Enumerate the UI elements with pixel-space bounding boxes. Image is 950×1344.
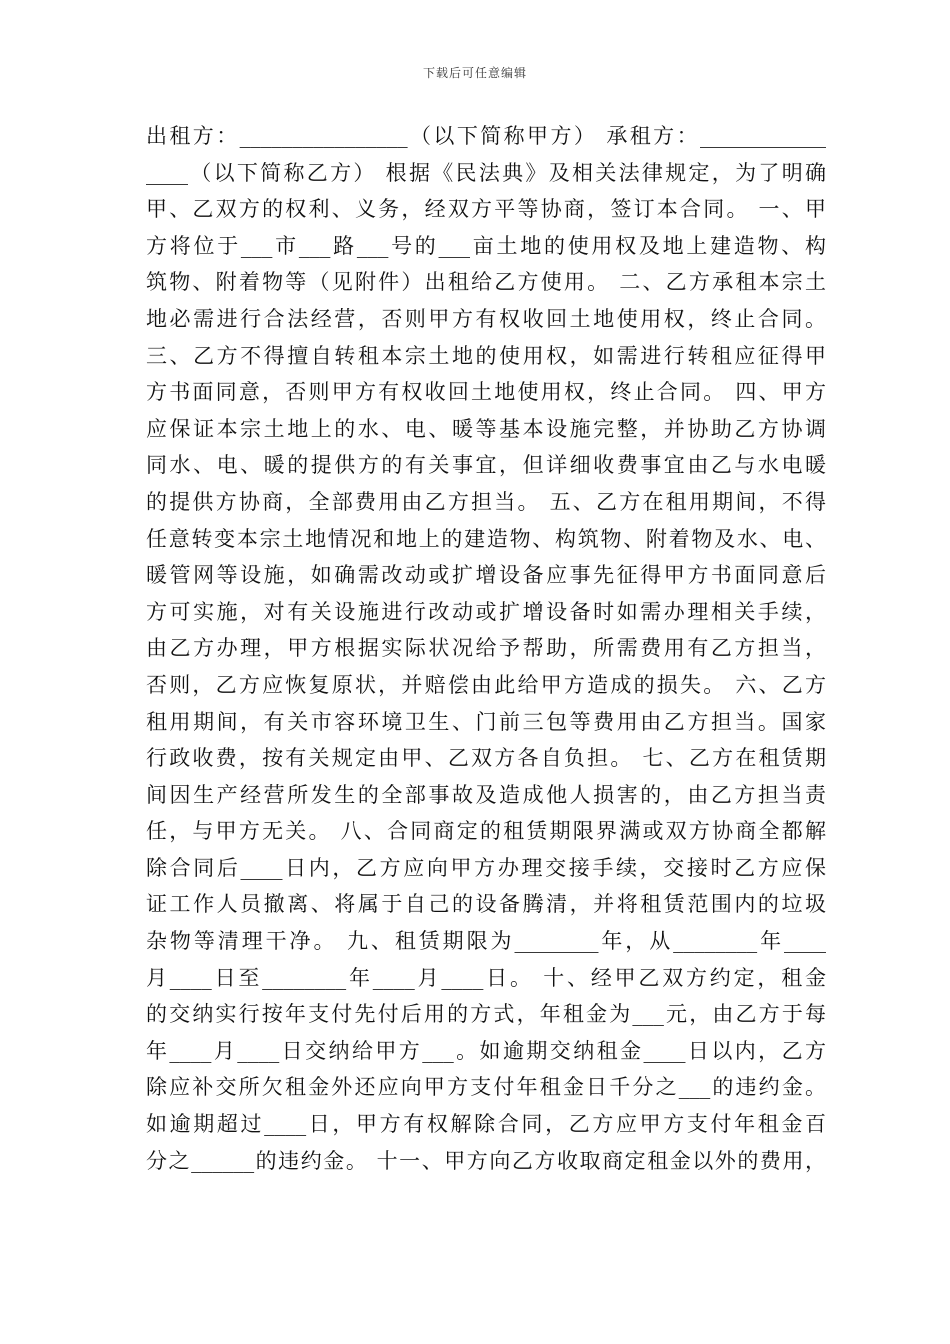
body-line: 同水、电、暖的提供方的有关事宜，但详细收费事宜由乙与水电暖 <box>146 453 826 478</box>
body-line: 杂物等清理干净。 九、租赁期限为________年，从________年____ <box>146 929 826 954</box>
contract-body <box>146 118 826 1179</box>
body-line: 方书面同意，否则甲方有权收回土地使用权，终止合同。 四、甲方 <box>146 380 826 405</box>
body-line: 的提供方协商，全部费用由乙方担当。 五、乙方在租用期间，不得 <box>146 489 826 514</box>
body-line: 三、乙方不得擅自转租本宗土地的使用权，如需进行转租应征得甲 <box>146 343 826 368</box>
body-line: 任，与甲方无关。 八、合同商定的租赁期限界满或双方协商全都解 <box>146 819 826 844</box>
body-line: 应保证本宗土地上的水、电、暖等基本设施完整，并协助乙方协调 <box>146 416 826 441</box>
body-line: 由乙方办理，甲方根据实际状况给予帮助，所需费用有乙方担当， <box>146 636 826 661</box>
body-line: 租用期间，有关市容环境卫生、门前三包等费用由乙方担当。国家 <box>146 709 826 734</box>
body-line: 暖管网等设施，如确需改动或扩增设备应事先征得甲方书面同意后 <box>146 563 826 588</box>
page-header-note: 下载后可任意编辑 <box>422 66 527 80</box>
body-line: 甲、乙双方的权利、义务，经双方平等协商，签订本合同。 一、甲 <box>146 197 826 222</box>
body-line: 证工作人员撤离、将属于自己的设备腾清，并将租赁范围内的垃圾 <box>146 892 826 917</box>
body-line: 地必需进行合法经营，否则甲方有权收回土地使用权，终止合同。 <box>146 306 826 331</box>
body-line: 分之______的违约金。 十一、甲方向乙方收取商定租金以外的费用， <box>146 1148 826 1173</box>
body-line: 年____月____日交纳给甲方___。如逾期交纳租金____日以内，乙方 <box>146 1038 826 1063</box>
body-line: 除应补交所欠租金外还应向甲方支付年租金日千分之___的违约金。 <box>146 1075 826 1100</box>
body-line: 除合同后____日内，乙方应向甲方办理交接手续，交接时乙方应保 <box>146 855 826 880</box>
body-line: ____（以下简称乙方） 根据《民法典》及相关法律规定，为了明确 <box>146 160 826 185</box>
body-line: 方可实施，对有关设施进行改动或扩增设备时如需办理相关手续， <box>146 599 826 624</box>
body-line: 月____日至________年____月____日。 十、经甲乙双方约定，租金 <box>146 965 826 990</box>
body-line: 否则，乙方应恢复原状，并赔偿由此给甲方造成的损失。 六、乙方 <box>146 672 826 697</box>
body-line: 任意转变本宗土地情况和地上的建造物、构筑物、附着物及水、电、 <box>146 526 826 551</box>
body-line: 如逾期超过____日，甲方有权解除合同，乙方应甲方支付年租金百 <box>146 1112 826 1137</box>
body-line: 间因生产经营所发生的全部事故及造成他人损害的，由乙方担当责 <box>146 782 826 807</box>
body-line: 出租方：________________（以下简称甲方） 承租方：____________ <box>146 124 826 148</box>
body-line: 筑物、附着物等（见附件）出租给乙方使用。 二、乙方承租本宗土 <box>146 270 826 295</box>
body-line: 行政收费，按有关规定由甲、乙双方各自负担。 七、乙方在租赁期 <box>146 746 826 771</box>
body-line: 方将位于___市___路___号的___亩土地的使用权及地上建造物、构 <box>146 233 826 258</box>
body-line: 的交纳实行按年支付先付后用的方式，年租金为___元，由乙方于每 <box>146 1002 826 1027</box>
